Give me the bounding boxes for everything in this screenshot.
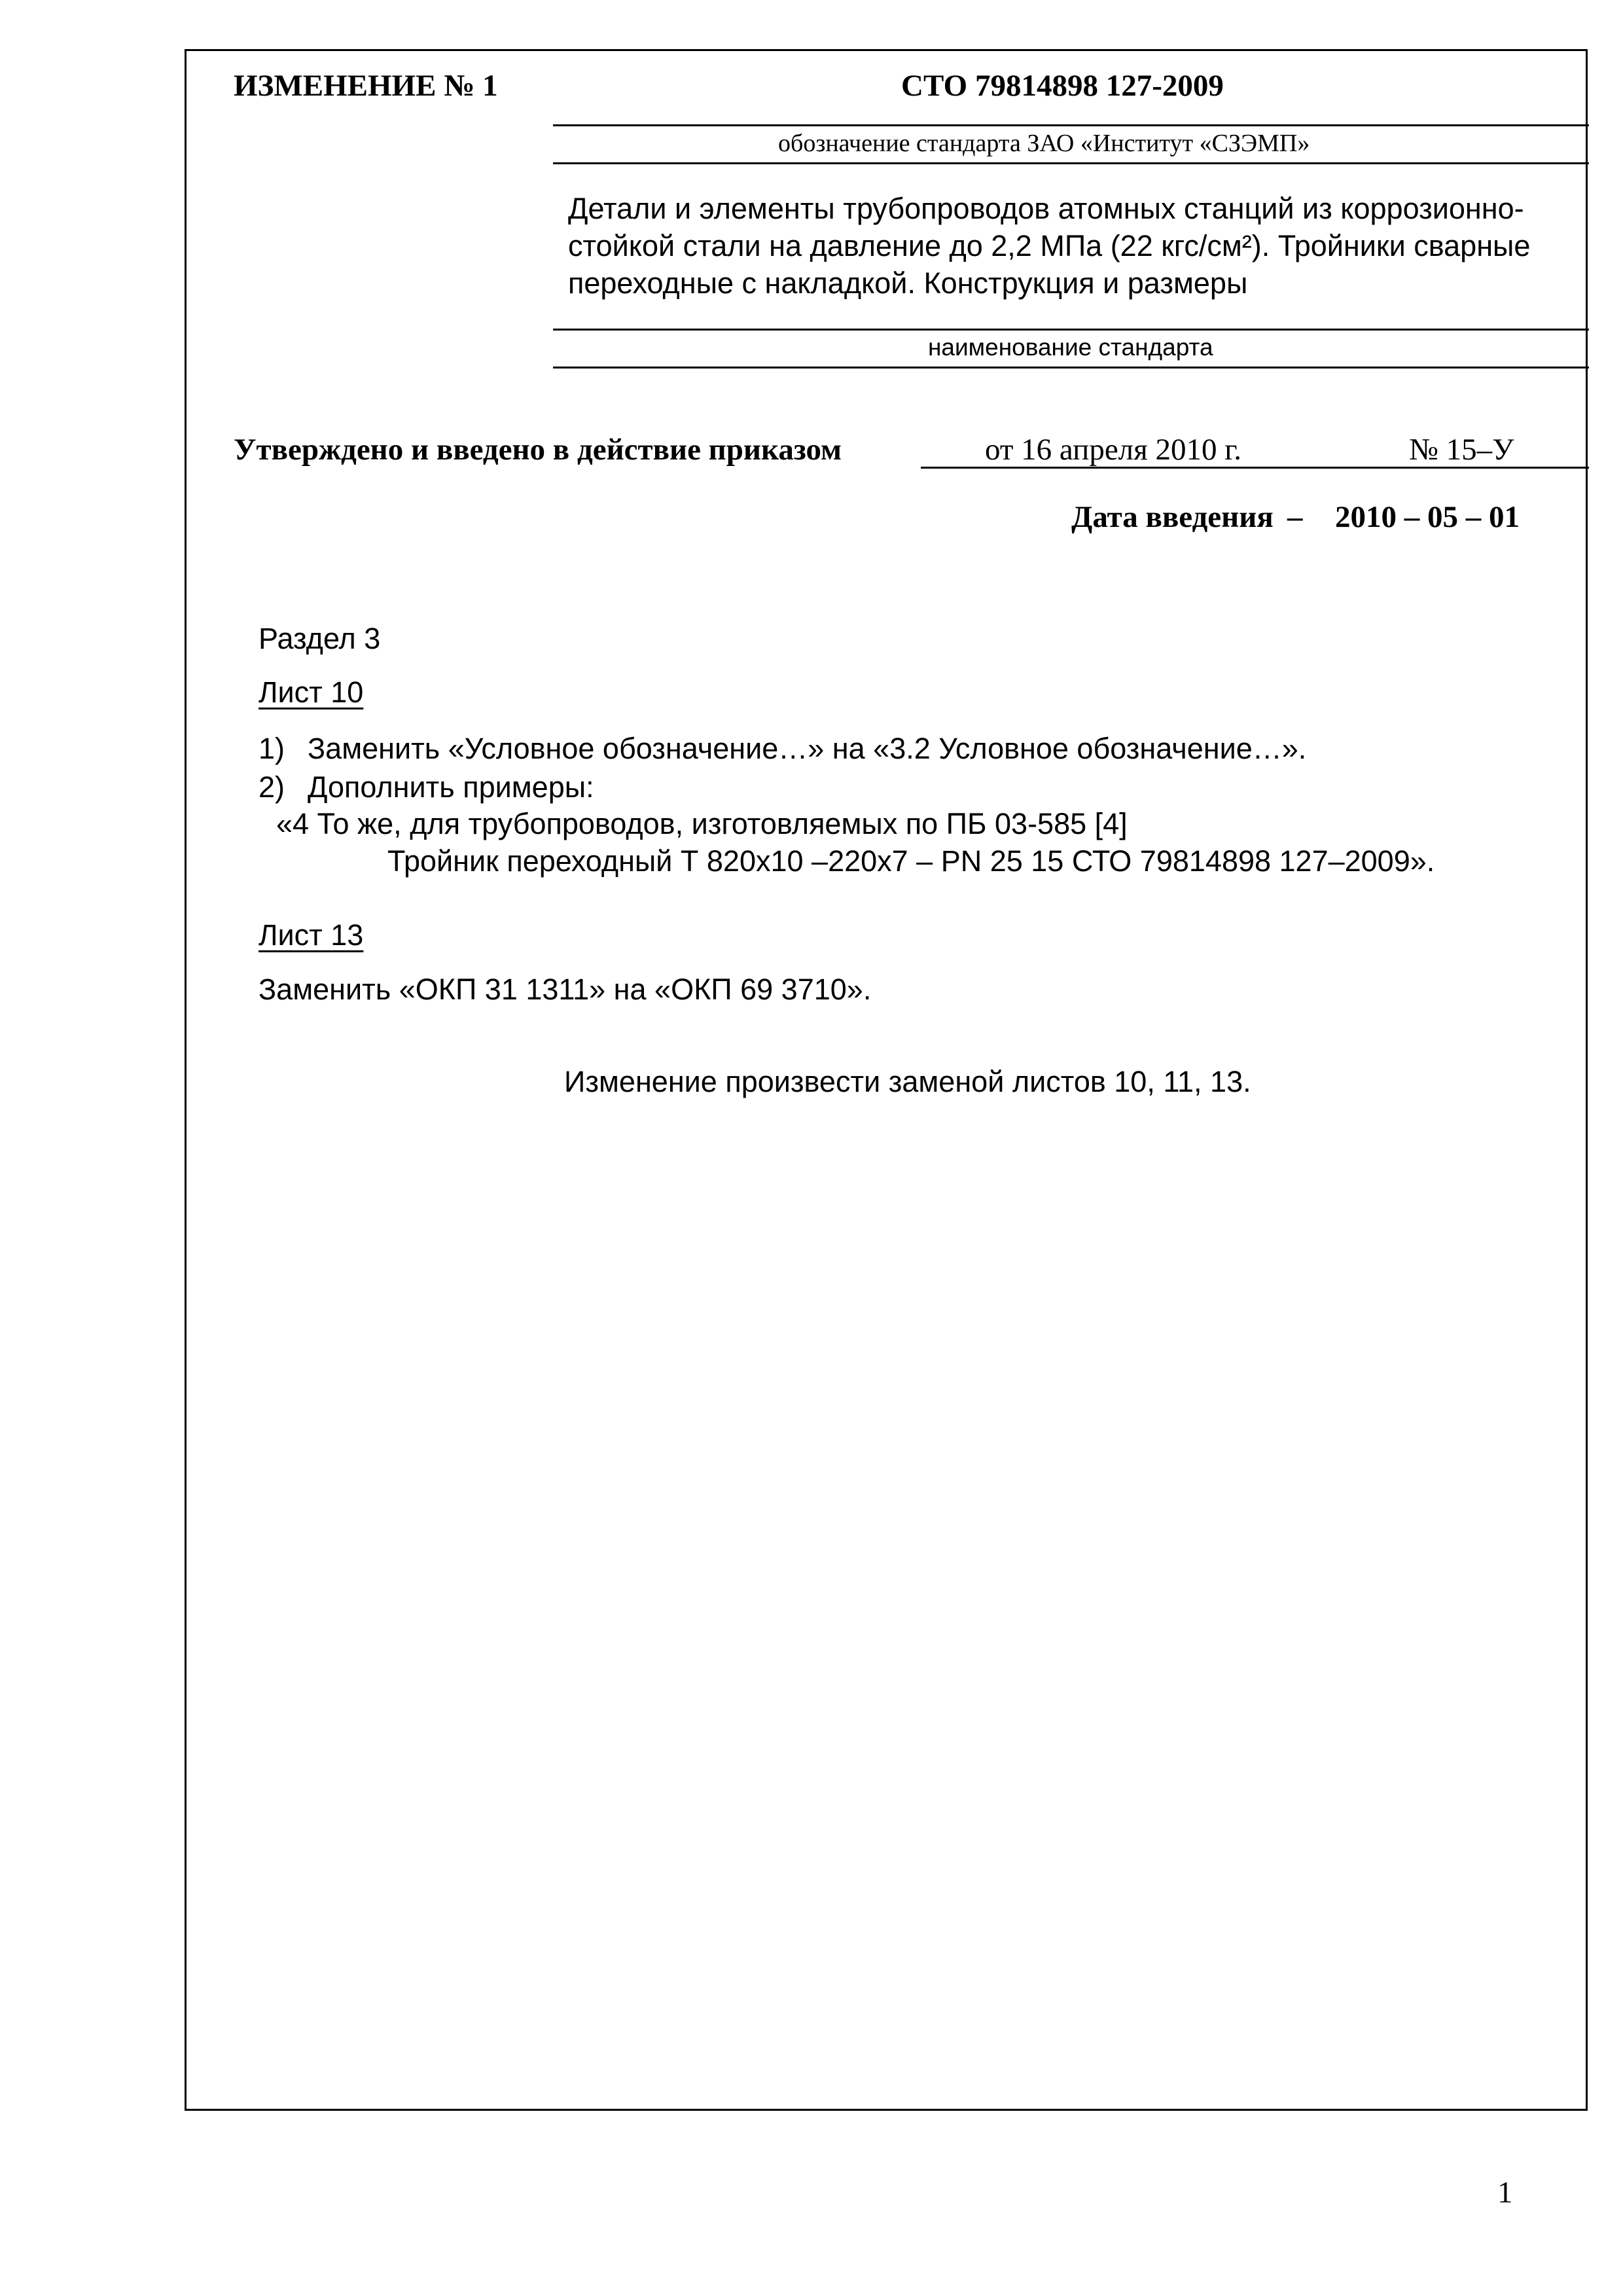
sheet-heading-10: Лист 10 (259, 675, 364, 709)
list-item-number-2: 2) (259, 770, 285, 804)
designation-bottom-line (553, 162, 1589, 164)
title-underline (553, 329, 1589, 331)
standard-title-line-2: стойкой стали на давление до 2,2 МПа (22 кгс/см²). Тройники сварные (568, 229, 1531, 262)
standard-code: СТО 79814898 127-2009 (901, 69, 1224, 103)
intro-date-label: Дата введения (1071, 500, 1274, 534)
approval-date: от 16 апреля 2010 г. (985, 433, 1241, 467)
designation-caption: обозначение стандарта ЗАО «Институт «СЗЭМП» (778, 130, 1310, 157)
final-note: Изменение произвести заменой листов 10, 11, 13. (564, 1065, 1251, 1098)
approval-underline (921, 467, 1589, 469)
name-caption-bottom-line (553, 367, 1589, 368)
list-item-text-2: Дополнить примеры: (308, 770, 594, 804)
example-line-1: «4 То же, для трубопроводов, изготовляемых по ПБ 03-585 [4] (276, 807, 1128, 840)
list-item-number-1: 1) (259, 732, 285, 765)
example-line-2: Тройник переходный Т 820х10 –220х7 – PN 25 15 СТО 79814898 127–2009». (387, 844, 1435, 878)
designation-underline (553, 124, 1589, 126)
standard-title-line-3: переходные с накладкой. Конструкция и размеры (568, 266, 1248, 300)
intro-date-value: 2010 – 05 – 01 (1335, 500, 1520, 534)
page-number: 1 (1497, 2176, 1513, 2210)
standard-title-line-1: Детали и элементы трубопроводов атомных станций из коррозионно- (568, 192, 1524, 225)
approval-label: Утверждено и введено в действие приказом (234, 433, 842, 467)
replace-okp-text: Заменить «ОКП 31 1311» на «ОКП 69 3710». (259, 973, 872, 1006)
intro-date-dash: – (1287, 500, 1303, 534)
section-heading: Раздел 3 (259, 622, 381, 655)
approval-order-number: № 15–У (1409, 433, 1514, 467)
change-number-label: ИЗМЕНЕНИЕ № 1 (234, 69, 498, 103)
sheet-heading-13: Лист 13 (259, 918, 364, 952)
list-item-text-1: Заменить «Условное обозначение…» на «3.2 Условное обозначение…». (308, 732, 1307, 765)
name-caption: наименование стандарта (928, 334, 1213, 361)
